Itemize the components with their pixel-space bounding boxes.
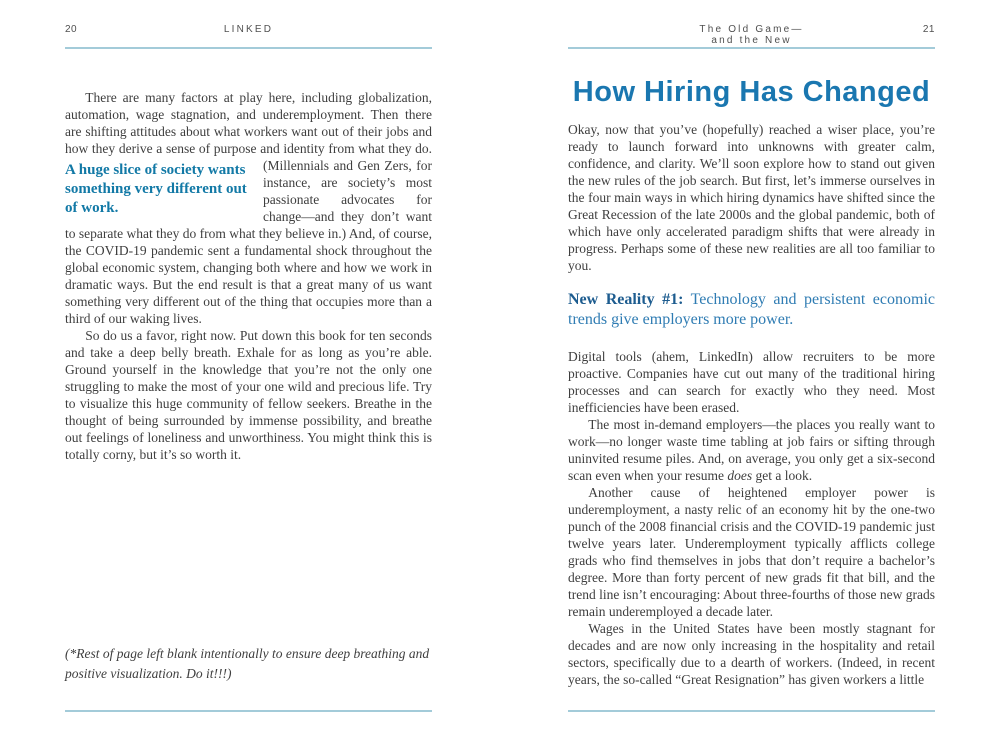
subhead-label: New Reality #1: <box>568 291 684 308</box>
right-running-title: The Old Game—and the New <box>699 24 804 46</box>
right-intro-paragraph: Okay, now that you’ve (hopefully) reached a wiser place, you’re ready to launch forward into unknowns with greater calm, confidence, and clarity. We’ll soon explore how to stand out given the new rules of the job search. But first, let’s immerse ourselves in the four main ways in which hiring dynamics have shifted since the Great Recession of the late 2000s and the global pandemic, both of which have only accelerated paradigm shifts that were already in progress. Perhaps some of these new realities are all too familiar to you. <box>568 122 935 273</box>
left-page-body <box>65 89 432 463</box>
left-paragraph-1-text-a: There are many factors at play here, including globalization, automation, wage stagnation, and underemployment. Then there are shifting attitudes about what workers want out of their jobs and how they derive a sense of purpose and identity from what they <box>65 90 432 156</box>
right-paragraph-2-emphasis: does <box>727 468 753 483</box>
chapter-title: How Hiring Has Changed <box>572 76 931 108</box>
left-page-header <box>65 24 432 38</box>
footnote: (*Rest of page left blank intentionally to ensure deep breathing and positive visualization. Do it!!!) <box>65 646 430 681</box>
right-paragraph-2 <box>568 416 935 484</box>
left-header-rule <box>65 47 432 49</box>
right-header-rule <box>568 47 935 49</box>
right-page-header <box>568 24 935 46</box>
pull-quote: A huge slice of society wants something very different out of work. <box>65 162 247 216</box>
left-page-number: 20 <box>65 24 78 35</box>
page-left <box>65 24 432 718</box>
right-paragraph-2-text-a: The most in-demand employers—the places you really want to work—no longer waste time tabling at job fairs or sifting through uninvited resume piles. And, on average, you only get a six-second scan even when your resume <box>568 417 935 483</box>
right-footer-rule <box>568 710 935 712</box>
right-paragraph-3: Another cause of heightened employer power is underemployment, a nasty relic of an economy hit by the one-two punch of the 2008 financial crisis and the COVID-19 pandemic just twelve years later. Underemployment typically afflicts college grads who find themselves in jobs that don’t require a bachelor’s degree. More than forty percent of new grads fit that bill, and the trend line isn’t encouraging: About three-fourths of those new grads remain underemployed a decade later. <box>568 485 935 619</box>
left-running-title: LINKED <box>223 24 274 35</box>
subhead-text: Technology and persistent economic trends give employers more power. <box>568 291 935 328</box>
left-paragraph-1 <box>65 89 432 327</box>
right-paragraph-2-text-b: get a look. <box>752 468 813 483</box>
new-reality-subhead <box>568 290 935 330</box>
left-footer-rule <box>65 710 432 712</box>
page-right <box>568 24 935 718</box>
left-paragraph-1-text-b: do. (Millennials and Gen Zers, for instance, are society’s most passionate advocates for change—and they don’t want to separate what they do from what they believe in.) And, of course, the COVID-19 pandemic sent a fundamental shock throughout the global economic system, changing both where and how we work in dramatic ways. But the end result is that a great many of us want something very different out of the thing that occupies more than a third of our waking lives. <box>65 141 433 326</box>
left-paragraph-2: So do us a favor, right now. Put down this book for ten seconds and take a deep belly breath. Exhale for as long as you’re able. Ground yourself in the knowledge that you’re not the only one struggling to make the most of your one wild and precious life. Try to visualize this huge community of fellow seekers. Breathe in the thought of being surrounded by immense possibility, and breathe out feelings of loneliness and unworthiness. You might think this is totally corny, but it’s so worth it. <box>65 328 432 462</box>
right-paragraph-1: Digital tools (ahem, LinkedIn) allow recruiters to be more proactive. Companies have cut out many of the traditional hiring processes and can search for exactly who they need. Most inefficiencies have been erased. <box>568 349 935 415</box>
right-paragraph-4: Wages in the United States have been mostly stagnant for decades and are now only increasing in the hospitality and retail sectors, specifically due to a dearth of workers. (Indeed, in recent years, the so-called “Great Resignation” has given workers a little <box>568 621 935 687</box>
right-page-number: 21 <box>922 24 935 35</box>
